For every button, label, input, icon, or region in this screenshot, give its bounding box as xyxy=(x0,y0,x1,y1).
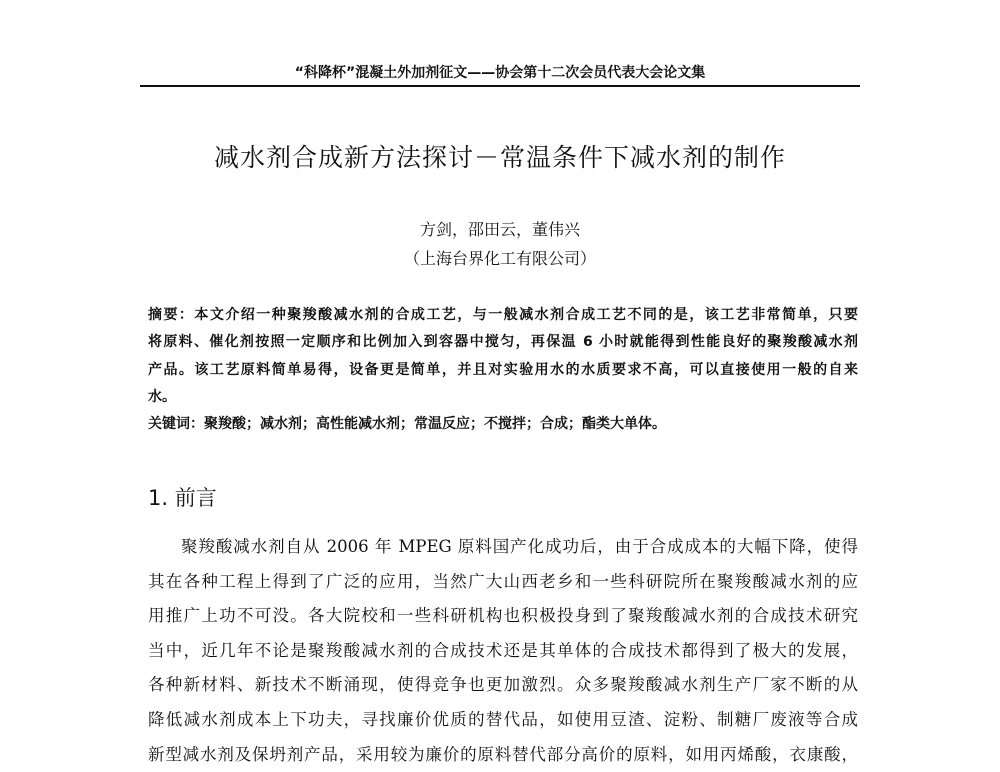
body-paragraph xyxy=(148,530,858,772)
abstract-line: 摘要：本文介绍一种聚羧酸减水剂的合成工艺，与一般减水剂合成工艺不同的是，该工艺非常简单，只要 xyxy=(148,307,858,323)
body-line: 聚羧酸减水剂自从 2006 年 MPEG 原料国产化成功后，由于合成成本的大幅下降，使得 xyxy=(181,537,858,556)
body-line: 各种新材料、新技术不断涌现，使得竞争也更加激烈。众多聚羧酸减水剂生产厂家不断的从 xyxy=(148,675,858,695)
abstract-line: 将原料、催化剂按照一定顺序和比例加入到容器中搅匀，再保温 6 小时就能得到性能良好的聚羧酸减水剂 xyxy=(148,334,858,351)
body-line: 用推广上功不可没。各大院校和一些科研机构也积极投身到了聚羧酸减水剂的合成技术研究 xyxy=(148,606,858,626)
body-line: 当中，近几年不论是聚羧酸减水剂的合成技术还是其单体的合成技术都得到了极大的发展， xyxy=(148,640,858,660)
affiliation: （上海台界化工有限公司） xyxy=(403,249,596,268)
abstract-line: 水。 xyxy=(148,388,176,405)
running-header: “科降杯”混凝土外加剂征文——协会第十二次会员代表大会论文集 xyxy=(294,65,706,81)
body-line: 降低减水剂成本上下功夫，寻找廉价优质的替代品，如使用豆渣、淀粉、制糖厂废液等合成 xyxy=(148,709,858,729)
paper-title: 减水剂合成新方法探讨－常温条件下减水剂的制作 xyxy=(213,143,786,172)
keywords: 关键词：聚羧酸；减水剂；高性能减水剂；常温反应；不搅拌；合成；酯类大单体。 xyxy=(148,416,666,433)
body-line: 其在各种工程上得到了广泛的应用，当然广大山西老乡和一些科研院所在聚羧酸减水剂的应 xyxy=(148,571,858,591)
body-line: 新型减水剂及保坍剂产品，采用较为廉价的原料替代部分高价的原料，如用丙烯酸，衣康酸， xyxy=(148,744,858,764)
header-rule xyxy=(140,85,860,87)
authors: 方剑，邵田云，董伟兴 xyxy=(419,220,580,239)
abstract xyxy=(148,302,858,438)
section-heading: 1. 前言 xyxy=(148,486,217,510)
abstract-line: 产品。该工艺原料简单易得，设备更是简单，并且对实验用水的水质要求不高，可以直接使用一般的自来 xyxy=(148,361,858,378)
